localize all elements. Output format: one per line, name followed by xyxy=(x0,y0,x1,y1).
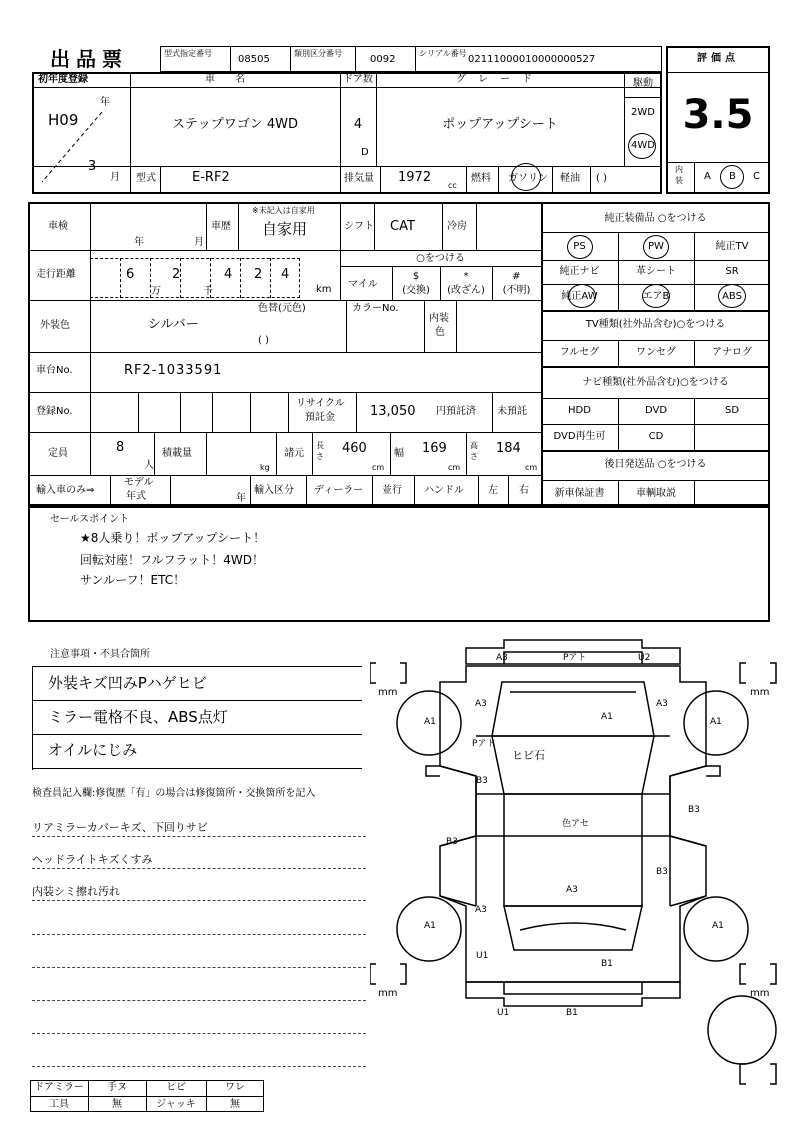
inspector-line-2: ヘッドライトキズくすみ xyxy=(32,853,153,866)
dmg-a1-hood: A1 xyxy=(601,712,613,722)
grade-value: ポップアップシート xyxy=(442,117,558,132)
interior-label: 内 装 xyxy=(675,165,683,185)
history-note: ※未記入は自家用 xyxy=(252,206,315,215)
year-unit: 年 xyxy=(100,97,110,108)
class-no-value: 0092 xyxy=(370,54,396,65)
mm-rear-right: mm xyxy=(750,988,770,999)
capacity-label: 定員 xyxy=(48,448,68,459)
import-label: 輸入車のみ⇒ xyxy=(36,485,95,496)
exterior-value: シルバー xyxy=(148,317,199,332)
width-label: 幅 xyxy=(394,448,404,459)
mm-front-left: mm xyxy=(378,687,398,698)
serial-value: 02111000010000000527 xyxy=(468,54,596,65)
date-slash xyxy=(32,87,130,193)
height-value: 184 xyxy=(496,441,521,456)
height-unit: cm xyxy=(525,463,538,472)
tv-oneseg: ワンセグ xyxy=(636,347,676,358)
inspector-line-3: 内装シミ擦れ汚れ xyxy=(32,885,120,898)
later-title: 後日発送品 ○をつける xyxy=(604,459,707,470)
fuel-label: 燃料 xyxy=(471,173,491,184)
km-unit: km xyxy=(316,284,332,295)
equip-airbag-circle xyxy=(642,284,670,308)
mile-label: マイル xyxy=(348,279,378,290)
equip-leather: 革シート xyxy=(636,266,676,277)
navi-title: ナビ種類(社外品含む)○をつける xyxy=(582,377,729,388)
fuel-gasoline: ガソリン xyxy=(508,173,548,184)
equip-pw-circle xyxy=(643,235,669,259)
dmg-u2-bumper: U2 xyxy=(638,653,651,663)
unknown-label: (不明) xyxy=(502,285,531,296)
navi-dvd: DVD xyxy=(644,405,668,416)
length-label: 長 さ xyxy=(316,441,324,461)
sales-line-2: 回転対座！フルフラット！4WD！ xyxy=(80,553,265,567)
exchange-sym: $ xyxy=(412,271,420,282)
displacement-value: 1972 xyxy=(398,170,432,185)
man-unit: 万 xyxy=(151,286,161,297)
capacity-value: 8 xyxy=(116,440,125,455)
month-unit: 月 xyxy=(110,172,120,183)
mm-rear-left: mm xyxy=(378,988,398,999)
interior-b-circle xyxy=(720,165,744,189)
later-warranty: 新車保証書 xyxy=(554,488,605,499)
equip-pw: PW xyxy=(648,241,664,252)
dmg-b3-left-rear: B3 xyxy=(446,837,458,847)
mileage-digit-3: 4 xyxy=(224,267,233,282)
first-reg-year: H09 xyxy=(48,111,79,129)
notes-label: 注意事項・不具合箇所 xyxy=(50,649,150,660)
height-label: 高 さ xyxy=(470,441,478,461)
score-value: 3.5 xyxy=(682,92,754,138)
equip-abs: ABS xyxy=(722,291,742,302)
repaint-paren: ( ) xyxy=(258,335,269,346)
tools-value: 無 xyxy=(112,1099,122,1110)
dmg-b1-bumper: B1 xyxy=(566,1008,578,1018)
inspector-line-1: リアミラーカバーキズ、下回りサビ xyxy=(32,821,208,834)
exterior-label: 外装色 xyxy=(40,320,70,331)
dmg-b1-rear: B1 xyxy=(601,959,613,969)
dmg-a3-fr: A3 xyxy=(656,699,668,709)
sales-label: セールスポイント xyxy=(50,514,130,525)
interior-b: B xyxy=(729,171,736,182)
model-label: 型式 xyxy=(136,173,156,184)
dmg-a1-rl-wheel: A1 xyxy=(424,921,436,931)
shift-value: CAT xyxy=(390,219,415,234)
fuel-gasoline-circle xyxy=(511,163,541,191)
dims-label: 諸元 xyxy=(284,448,304,459)
color-no-label: カラーNo. xyxy=(352,303,399,314)
mileage-digit-5: 4 xyxy=(281,267,290,282)
int-color-label-2: 色 xyxy=(435,327,445,338)
car-diagram xyxy=(370,626,790,1106)
type-no-value: 08505 xyxy=(238,54,270,65)
equip-ps: PS xyxy=(573,241,586,252)
note-line-2: ミラー電格不良、ABS点灯 xyxy=(48,708,228,726)
form-title: 出品票 xyxy=(50,47,128,71)
equip-ps-circle xyxy=(567,235,593,259)
navi-hdd: HDD xyxy=(568,405,591,416)
dmg-u1-bumper: U1 xyxy=(497,1008,510,1018)
recycle-label-1: リサイクル xyxy=(296,398,345,409)
mileage-digit-1: 6 xyxy=(126,267,135,282)
dmg-a3-fl: A3 xyxy=(475,699,487,709)
recycle-paid: 円預託済 xyxy=(436,406,476,417)
first-reg-label: 初年度登録 xyxy=(38,74,88,85)
interior-a: A xyxy=(704,171,711,182)
note-line-3: オイルにじみ xyxy=(48,741,138,759)
tools-label: 工具 xyxy=(49,1099,69,1110)
score-label: 評価点 xyxy=(697,53,739,64)
doors-label: ドア数 xyxy=(343,74,373,85)
exchange-label: (交換) xyxy=(402,285,430,296)
serial-label: シリアル番号 xyxy=(419,49,467,58)
dmg-b3-right-rear: B3 xyxy=(656,867,668,877)
handle-left: 左 xyxy=(488,485,498,496)
width-value: 169 xyxy=(422,441,447,456)
tv-analog: アナログ xyxy=(712,347,752,358)
equip-airbag: エアB xyxy=(642,291,670,302)
drive-label: 駆動 xyxy=(633,78,653,89)
handle-right: 右 xyxy=(519,485,529,496)
mileage-digit-4: 2 xyxy=(254,267,263,282)
dmg-a1-fr-wheel: A1 xyxy=(710,717,722,727)
jack-label: ジャッキ xyxy=(156,1099,196,1110)
dmg-hibi-windshield: ヒビ石 xyxy=(512,749,545,762)
reg-label: 登録No. xyxy=(36,406,73,417)
mark-note: ○をつける xyxy=(416,253,465,264)
dmg-b3-right-front: B3 xyxy=(688,805,700,815)
dmg-b3-left-front: B3 xyxy=(476,776,488,786)
recycle-label-2: 預託金 xyxy=(305,412,335,423)
drive-2wd: 2WD xyxy=(631,107,655,118)
handle-label: ハンドル xyxy=(424,485,464,496)
car-name-label: 車名 xyxy=(205,74,265,85)
dmg-a3-rear-window: A3 xyxy=(566,885,578,895)
navi-dvd-play: DVD再生可 xyxy=(553,431,606,442)
mm-front-right: mm xyxy=(750,687,770,698)
length-value: 460 xyxy=(342,441,367,456)
equip-navi: 純正ナビ xyxy=(559,266,600,277)
crack-label: ヒビ xyxy=(166,1082,186,1093)
import-type-label: 輸入区分 xyxy=(254,485,294,496)
displacement-label: 排気量 xyxy=(344,173,374,184)
equip-sr: SR xyxy=(725,266,739,277)
dmg-iroase-roof: 色アセ xyxy=(562,819,589,829)
tv-title: TV種類(社外品含む)○をつける xyxy=(585,319,726,330)
tv-fullseg: フルセグ xyxy=(559,347,600,358)
length-unit: cm xyxy=(372,463,385,472)
chassis-label: 車台No. xyxy=(36,365,73,376)
equip-tv: 純正TV xyxy=(715,241,749,252)
sales-line-3: サンルーフ！ETC！ xyxy=(80,573,186,587)
history-value: 自家用 xyxy=(262,220,308,238)
mileage-digit-2: 2 xyxy=(172,267,181,282)
kg-unit: kg xyxy=(260,463,270,472)
width-unit: cm xyxy=(448,463,461,472)
shaken-year-unit: 年 xyxy=(134,237,144,248)
door-mirror-value: 手ヌ xyxy=(107,1082,127,1093)
interior-c: C xyxy=(753,171,760,182)
sales-line-1: ★8人乗り！ポップアップシート！ xyxy=(80,531,266,545)
model-value: E-RF2 xyxy=(192,170,230,185)
shift-label: シフト xyxy=(344,221,374,232)
chassis-value: RF2-1033591 xyxy=(124,363,223,378)
tamper-sym: * xyxy=(463,271,469,282)
capacity-unit: 人 xyxy=(144,460,154,471)
mileage-label: 走行距離 xyxy=(36,269,76,280)
equip-aw: 純正AW xyxy=(561,291,598,302)
car-name: ステップワゴン 4WD xyxy=(171,117,298,132)
door-suffix: D xyxy=(361,147,369,158)
dmg-pato-pillar: Pアト xyxy=(472,739,496,749)
shaken-label: 車検 xyxy=(48,221,68,232)
equip-abs-circle xyxy=(718,284,746,308)
parallel-label: 並行 xyxy=(382,485,402,496)
fuel-diesel: 軽油 xyxy=(560,173,580,184)
grade-label: グレード xyxy=(456,74,544,85)
type-no-label: 型式指定番号 xyxy=(164,49,212,58)
equip-aw-circle xyxy=(568,284,596,308)
ac-label: 冷房 xyxy=(447,221,467,232)
shaken-month-unit: 月 xyxy=(194,237,204,248)
dmg-u1-rl: U1 xyxy=(476,951,489,961)
class-no-label: 類別区分番号 xyxy=(294,49,342,58)
cc-unit: cc xyxy=(448,181,457,190)
navi-cd: CD xyxy=(648,431,664,442)
unknown-sym: # xyxy=(512,271,521,282)
sen-unit: 千 xyxy=(203,286,213,297)
tamper-label: (改ざん) xyxy=(447,285,485,296)
navi-sd: SD xyxy=(724,405,740,416)
history-label: 車歴 xyxy=(211,221,231,232)
mileage-box xyxy=(90,258,300,298)
drive-4wd-circle xyxy=(628,133,656,159)
dmg-a1-rr-wheel: A1 xyxy=(712,921,724,931)
model-year-unit: 年 xyxy=(236,493,246,504)
dmg-a1-fl-wheel: A1 xyxy=(424,717,436,727)
equipment-title: 純正装備品 ○をつける xyxy=(604,213,707,224)
doors-value: 4 xyxy=(353,117,363,132)
first-reg-month: 3 xyxy=(88,159,97,174)
repaint-label: 色替(元色) xyxy=(258,303,306,314)
int-color-label-1: 内装 xyxy=(429,313,449,324)
fuel-other: ( ) xyxy=(596,173,607,184)
dealer-label: ディーラー xyxy=(314,485,364,496)
recycle-value: 13,050 xyxy=(370,404,416,419)
dmg-a3-rl: A3 xyxy=(475,905,487,915)
door-mirror-label: ドアミラー xyxy=(34,1082,84,1093)
dmg-pato-bumper: Pアト xyxy=(563,653,587,663)
model-year-label-2: 年式 xyxy=(126,491,146,502)
later-manual: 車輌取説 xyxy=(636,488,676,499)
dmg-a3-bumper: A3 xyxy=(496,653,508,663)
drive-4wd: 4WD xyxy=(631,140,655,151)
load-label: 積載量 xyxy=(162,448,192,459)
jack-value: 無 xyxy=(230,1099,240,1110)
recycle-unpaid: 未預託 xyxy=(497,406,527,417)
break-label: ワレ xyxy=(225,1082,245,1093)
model-year-label-1: モデル xyxy=(124,477,154,488)
inspector-label: 検査員記入欄:修復歴「有」の場合は修復箇所・交換箇所を記入 xyxy=(32,788,316,799)
note-line-1: 外装キズ凹みPハゲヒビ xyxy=(48,674,207,692)
